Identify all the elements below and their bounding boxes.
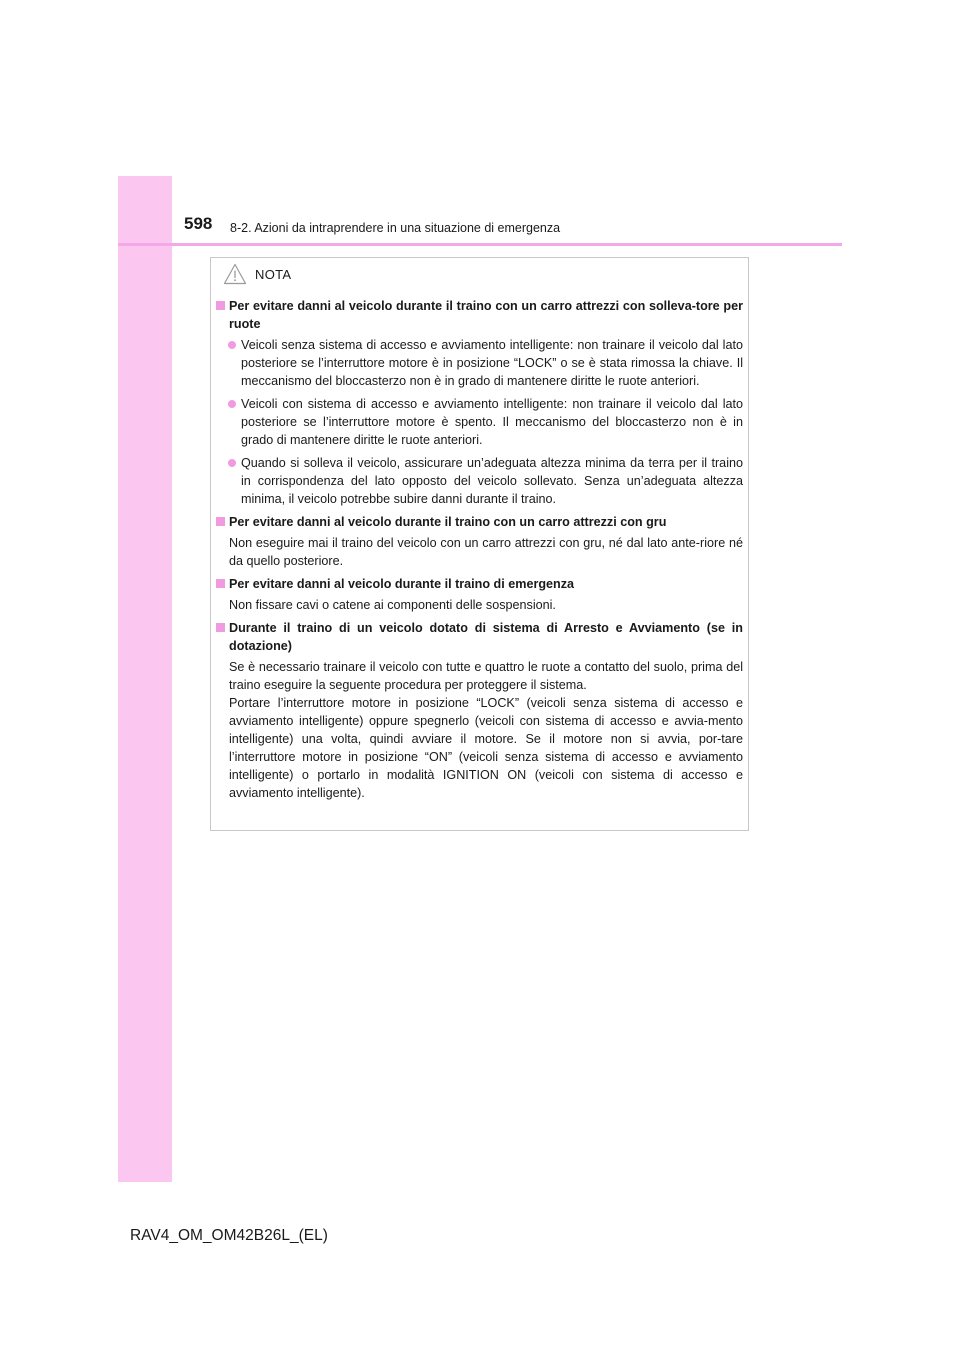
paragraph: Portare l’interruttore motore in posizione “LOCK” (veicoli senza sistema di accesso e avviamento intelligente) oppure spegnerlo (veicoli con sistema di accesso e avvia-mento intelligente) una volta, quindi avviare il motore. Se il motore non si avvia, por-tare l’interruttore motore in posizione “ON” (veicoli senza sistema di accesso e avviamento intelligente) o portarlo in modalità IGNITION ON (veicoli con sistema di accesso e avviamento intelligente).	[229, 696, 743, 800]
nota-header	[223, 261, 291, 287]
nota-section-heading	[216, 575, 743, 593]
square-bullet-icon	[216, 517, 225, 526]
nota-section-heading	[216, 513, 743, 531]
square-bullet-icon	[216, 579, 225, 588]
document-code: RAV4_OM_OM42B26L_(EL)	[130, 1227, 328, 1244]
list-item	[216, 395, 743, 449]
section-title: 8-2. Azioni da intraprendere in una situazione di emergenza	[230, 221, 561, 235]
nota-section-heading	[216, 619, 743, 655]
heading-text: Durante il traino di un veicolo dotato di sistema di Arresto e Avviamento (se in dotazione)	[229, 621, 743, 653]
warning-triangle-icon	[223, 263, 247, 285]
side-color-band	[118, 176, 172, 1182]
heading-text: Per evitare danni al veicolo durante il traino con un carro attrezzi con solleva-tore per ruote	[229, 299, 743, 331]
list-item	[216, 454, 743, 508]
list-item-text: Veicoli senza sistema di accesso e avviamento intelligente: non trainare il veicolo dal lato posteriore se l’interruttore motore è in posizione “LOCK” o se è stata rimossa la chiave. Il meccanismo del bloccasterzo non è in grado di mantenere diritte le ruote anteriori.	[241, 338, 743, 388]
paragraph: Non eseguire mai il traino del veicolo con un carro attrezzi con gru, né dal lato ante-riore né da quello posteriore.	[229, 536, 743, 568]
page-number: 598	[184, 214, 213, 233]
list-item	[216, 336, 743, 390]
square-bullet-icon	[216, 301, 225, 310]
list-item-text: Veicoli con sistema di accesso e avviamento intelligente: non trainare il veicolo dal lato posteriore se l’interruttore motore è spento. Il meccanismo del bloccasterzo non è in grado di mantenere diritte le ruote anteriori.	[241, 397, 743, 447]
nota-label: NOTA	[255, 266, 292, 282]
paragraph: Non fissare cavi o catene ai componenti delle sospensioni.	[229, 598, 556, 612]
header-rule	[118, 243, 842, 246]
heading-text: Per evitare danni al veicolo durante il traino di emergenza	[229, 577, 575, 591]
nota-content	[216, 297, 743, 807]
list-item-text: Quando si solleva il veicolo, assicurare un’adeguata altezza minima da terra per il traino in corrispondenza del lato opposto del veicolo sollevato. Senza un’adeguata altezza minima, il veicolo potrebbe subire danni durante il traino.	[241, 456, 743, 506]
nota-section-heading	[216, 297, 743, 333]
round-bullet-icon	[228, 341, 236, 349]
round-bullet-icon	[228, 459, 236, 467]
square-bullet-icon	[216, 623, 225, 632]
heading-text: Per evitare danni al veicolo durante il traino con un carro attrezzi con gru	[229, 515, 667, 529]
paragraph: Se è necessario trainare il veicolo con tutte e quattro le ruote a contatto del suolo, prima del traino eseguire la seguente procedura per proteggere il sistema.	[229, 660, 743, 692]
round-bullet-icon	[228, 400, 236, 408]
